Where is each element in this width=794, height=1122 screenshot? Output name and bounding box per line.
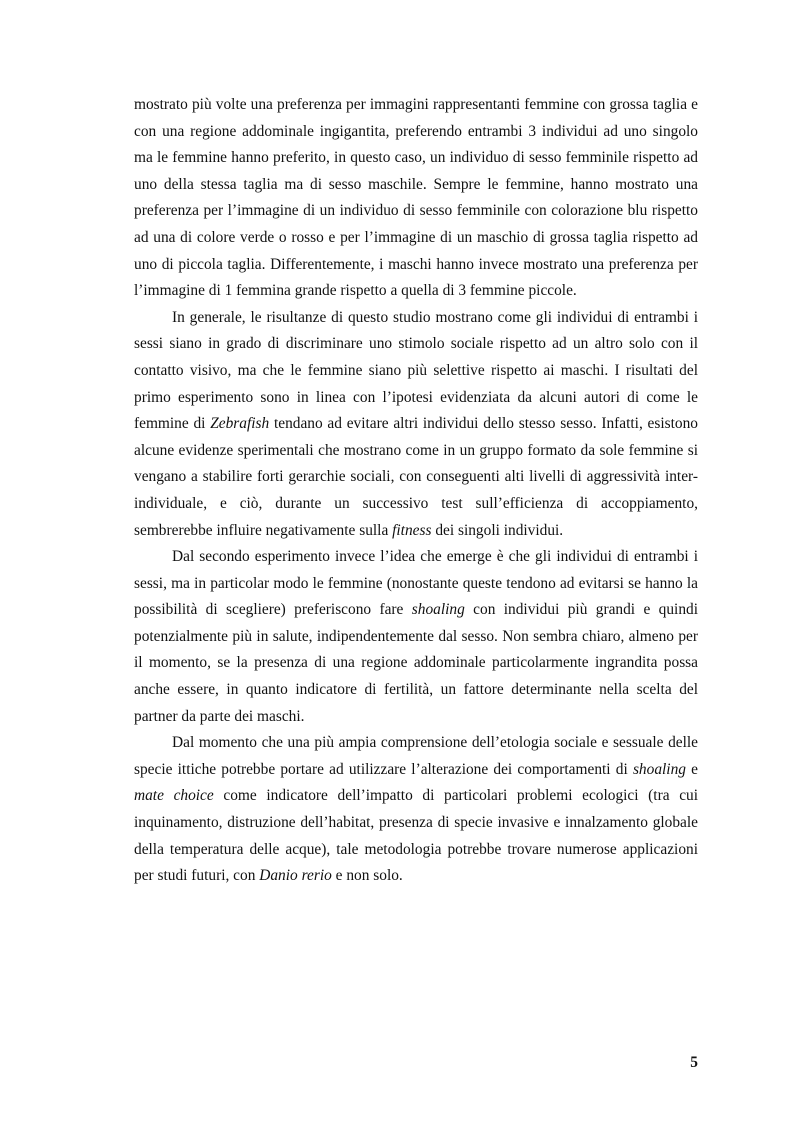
paragraph-2 xyxy=(134,305,698,544)
text-run: Dal secondo esperimento invece l’idea che emerge è che gli individui di entrambi i sessi, ma in particolar modo le femmine (nonostante queste tendono ad evitarsi se hanno la possibilità di scegliere) preferiscono fare xyxy=(134,548,698,619)
italic-term: Zebrafish xyxy=(210,415,270,433)
italic-term: Danio rerio xyxy=(259,867,332,885)
text-run: Dal momento che una più ampia comprensione dell’etologia sociale e sessuale delle specie ittiche potrebbe portare ad utilizzare l’alterazione dei comportamenti di xyxy=(134,734,698,778)
italic-term: fitness xyxy=(392,521,432,539)
text-run: In generale, le risultanze di questo studio mostrano come gli individui di entrambi i sessi siano in grado di discriminare uno stimolo sociale rispetto ad un altro solo con il contatto visivo, ma che le femmine siano più selettive rispetto ai maschi. I risultati del primo esperimento sono in linea con l’ipotesi evidenziata da alcuni autori di come le femmine di xyxy=(134,308,698,433)
text-run: tendano ad evitare altri individui dello stesso sesso. Infatti, esistono alcune evidenze sperimentali che mostrano come in un gruppo formato da sole femmine si vengano a stabilire forti gerarchie sociali, con conseguenti alti livelli di aggressività inter-individuale, e ciò, durante un successivo test sull’efficienza di accoppiamento, sembrerebbe influire negativamente sulla xyxy=(134,415,698,539)
text-run: e non solo. xyxy=(331,867,403,885)
italic-term: mate choice xyxy=(134,787,214,805)
text-run: con individui più grandi e quindi potenzialmente più in salute, indipendentemente dal sesso. Non sembra chiaro, almeno per il momento, se la presenza di una regione addominale particolarmente ingrandita possa anche essere, in quanto indicatore di fertilità, un fattore determinante nella scelta del partner da parte dei maschi. xyxy=(134,601,698,725)
document-body xyxy=(134,92,698,890)
italic-term: shoaling xyxy=(411,601,465,619)
text-run: come indicatore dell’impatto di particolari problemi ecologici (tra cui inquinamento, distruzione dell’habitat, presenza di specie invasive e innalzamento globale della temperatura delle acque), tale metodologia potrebbe trovare numerose applicazioni per studi futuri, con xyxy=(134,787,698,885)
page-number: 5 xyxy=(690,1054,698,1071)
text-run: mostrato più volte una preferenza per immagini rappresentanti femmine con grossa taglia e con una regione addominale ingigantita, preferendo entrambi 3 individui ad uno singolo ma le femmine hanno preferito, in questo caso, un individuo di sesso femminile rispetto ad uno della stessa taglia ma di sesso maschile. Sempre le femmine, hanno mostrato una preferenza per l’immagine di un individuo di sesso femminile con colorazione blu rispetto ad una di colore verde o rosso e per l’immagine di un maschio di grossa taglia rispetto ad uno di piccola taglia. Differentemente, i maschi hanno invece mostrato una preferenza per l’immagine di 1 femmina grande rispetto a quella di 3 femmine piccole. xyxy=(134,96,698,300)
paragraph-4 xyxy=(134,730,698,890)
italic-term: shoaling xyxy=(632,760,686,778)
text-run: e xyxy=(685,760,698,778)
paragraph-1 xyxy=(134,92,698,305)
text-run: dei singoli individui. xyxy=(431,521,564,539)
paragraph-3 xyxy=(134,544,698,730)
